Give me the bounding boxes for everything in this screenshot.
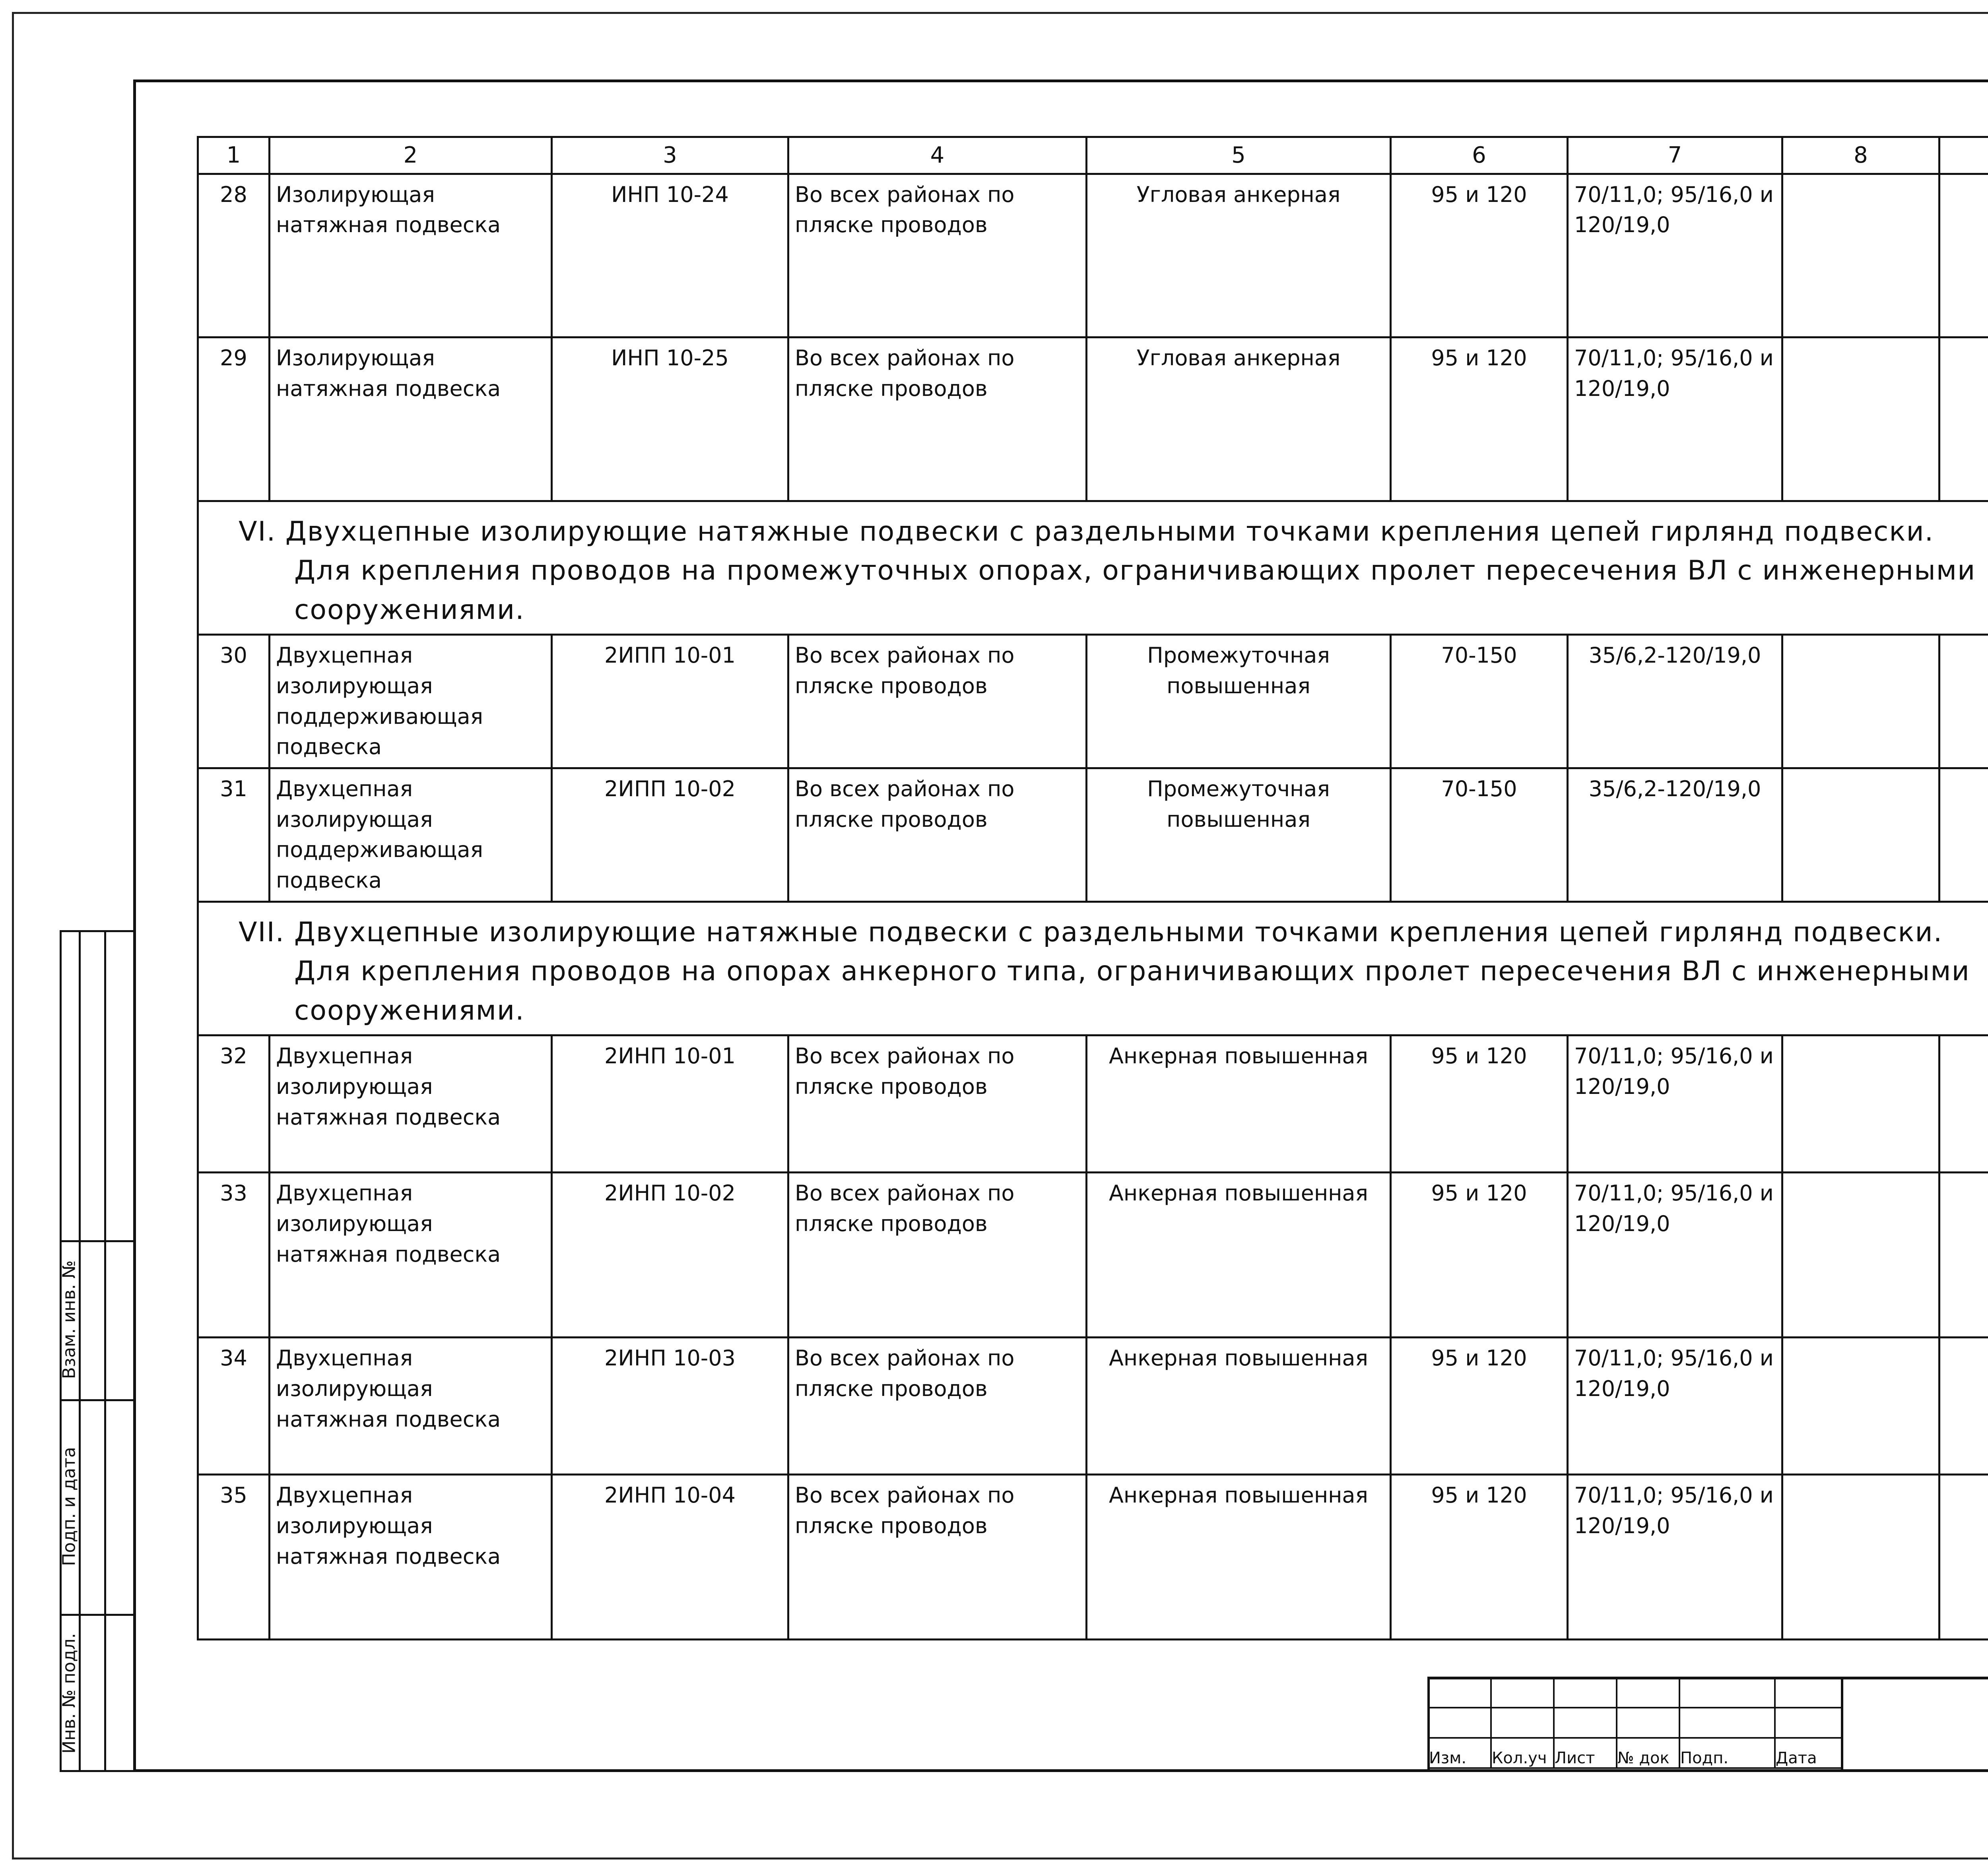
item-code: 2ИНП 10-01 — [552, 1035, 788, 1173]
column-header: 4 — [788, 137, 1087, 174]
section-6-line1: VI. Двухцепные изолирующие натяжные подвески с раздельными точками крепления цепей гирлянд подвески. — [239, 516, 1934, 547]
column-header: 7 — [1568, 137, 1782, 174]
item-support-type: Анкерная повышенная — [1087, 1475, 1391, 1640]
item-code: 2ИПП 10-01 — [552, 635, 788, 768]
item-support-type: Анкерная повышенная — [1087, 1338, 1391, 1475]
stamp-n-dok: № док — [1617, 1738, 1679, 1768]
item-region: Во всех районах по пляске проводов — [788, 768, 1087, 902]
item-support-type: Угловая анкерная — [1087, 337, 1391, 501]
item-support-type: Промежуточная повышенная — [1087, 768, 1391, 902]
item-support-type: Промежуточная повышенная — [1087, 635, 1391, 768]
column-header: 8 — [1782, 137, 1939, 174]
item-support-type: Анкерная повышенная — [1087, 1173, 1391, 1338]
item-col9 — [1939, 1035, 1988, 1173]
item-wire: 70/11,0; 95/16,0 и 120/19,0 — [1568, 1475, 1782, 1640]
stamp-list: Лист — [1554, 1738, 1617, 1768]
specification-table — [197, 136, 1988, 1640]
item-name: Двухцепная изолирующая натяжная подвеска — [270, 1338, 552, 1475]
table-row — [198, 174, 1988, 337]
item-region: Во всех районах по пляске проводов — [788, 635, 1087, 768]
item-col8 — [1782, 174, 1939, 337]
section-7-heading — [198, 902, 1988, 1035]
item-name: Двухцепная изолирующая натяжная подвеска — [270, 1035, 552, 1173]
dash-mark — [1946, 343, 1988, 374]
item-region: Во всех районах по пляске проводов — [788, 1475, 1087, 1640]
section-heading-row — [198, 501, 1988, 635]
item-code: 2ИПП 10-02 — [552, 768, 788, 902]
column-header: 6 — [1391, 137, 1568, 174]
side-row-line — [60, 930, 133, 932]
item-wire: 70/11,0; 95/16,0 и 120/19,0 — [1568, 337, 1782, 501]
item-col9 — [1939, 635, 1988, 768]
item-wire: 35/6,2-120/19,0 — [1568, 635, 1782, 768]
item-wire: 35/6,2-120/19,0 — [1568, 768, 1782, 902]
section-heading-row — [198, 902, 1988, 1035]
row-number: 32 — [198, 1035, 270, 1173]
item-code: 2ИНП 10-02 — [552, 1173, 788, 1338]
side-column-line — [104, 930, 106, 1772]
item-name: Двухцепная изолирующая натяжная подвеска — [270, 1475, 552, 1640]
item-col8 — [1782, 768, 1939, 902]
item-sections: 95 и 120 — [1391, 174, 1568, 337]
item-col9 — [1939, 1475, 1988, 1640]
item-col9 — [1939, 768, 1988, 902]
item-wire: 70/11,0; 95/16,0 и 120/19,0 — [1568, 1173, 1782, 1338]
stamp-data: Дата — [1775, 1738, 1842, 1768]
table-row — [198, 1173, 1988, 1338]
item-col8 — [1782, 1338, 1939, 1475]
revision-header-row — [1428, 1738, 1842, 1768]
item-code: 2ИНП 10-03 — [552, 1338, 788, 1475]
revision-row — [1428, 1677, 1842, 1708]
table-row — [198, 1035, 1988, 1173]
dash-mark — [1946, 180, 1988, 210]
item-sections: 95 и 120 — [1391, 1338, 1568, 1475]
item-region: Во всех районах по пляске проводов — [788, 1173, 1087, 1338]
column-header: 5 — [1087, 137, 1391, 174]
side-row-line — [60, 1399, 133, 1401]
table-row — [198, 1338, 1988, 1475]
row-number: 35 — [198, 1475, 270, 1640]
item-name: Изолирующая натяжная подвеска — [270, 174, 552, 337]
item-region: Во всех районах по пляске проводов — [788, 337, 1087, 501]
item-wire: 70/11,0; 95/16,0 и 120/19,0 — [1568, 1338, 1782, 1475]
row-number: 33 — [198, 1173, 270, 1338]
item-col9 — [1939, 1338, 1988, 1475]
row-number: 29 — [198, 337, 270, 501]
row-number: 34 — [198, 1338, 270, 1475]
item-code: ИНП 10-24 — [552, 174, 788, 337]
table-row — [198, 1475, 1988, 1640]
item-sections: 95 и 120 — [1391, 337, 1568, 501]
item-name: Двухцепная изолирующая поддерживающая подвеска — [270, 768, 552, 902]
item-sections: 70-150 — [1391, 768, 1568, 902]
item-col9 — [1939, 174, 1988, 337]
item-sections: 95 и 120 — [1391, 1475, 1568, 1640]
section-7-line2: Для крепления проводов на опорах анкерного типа, ограничивающих пролет пересечения ВЛ с инженерными сооружениями. — [294, 956, 1970, 1026]
item-name: Двухцепная изолирующая натяжная подвеска — [270, 1173, 552, 1338]
stamp-podp: Подп. — [1679, 1738, 1775, 1768]
item-region: Во всех районах по пляске проводов — [788, 1035, 1087, 1173]
side-row-line — [60, 1240, 133, 1242]
column-header: 1 — [198, 137, 270, 174]
item-sections: 95 и 120 — [1391, 1035, 1568, 1173]
item-region: Во всех районах по пляске проводов — [788, 1338, 1087, 1475]
revision-grid — [1427, 1677, 1842, 1769]
item-wire: 70/11,0; 95/16,0 и 120/19,0 — [1568, 1035, 1782, 1173]
drawing-sheet: Взам. инв. № Подп. и дата Инв. № подл. 1 2 3 4 5 6 7 8 28 Изолирующая натяжная подвеска ИНП 10-24 Во всех районах по пляске проводов Угловая анкерная 95 и 120 70/11,0; 95/16,0 и 120/19,0 29 Изолирующая натяжная подвеска ИНП 10-25 Во всех районах по пляске проводов Угловая анкерная 95 и 120 70/11,0; 95/16,0 и 120/19,0 VI. Двухцепные изолирующие натяжные подвески с раздельными точками крепления цепей гирлянд подвески. Для крепления проводов на промежуточных опорах, ограничивающих пролет пересечения ВЛ с инженерными сооружениями. 30 Двухцепная изолирующая поддерживающая подвеска 2ИПП 10-01 Во всех районах по пляске проводов Промежуточная повышенная 70-150 35/6,2-120/19,0 31 Двухцепная изолирующая поддерживающая подвеска 2ИПП 10-02 Во всех районах по пляске проводов Промежуточная повышенная 70-150 35/6,2-120/19,0 VII. Двухцепные изолирующие натяжные подвески с раздельными точками крепления цепей гирлянд подвески. Для крепления проводов на опорах анкерного типа, ограничивающих пролет пересечения ВЛ с инженерными сооружениями. 32 Двухцепная изолирующая натяжная подвеска 2ИНП 10-01 Во всех районах по пляске проводов Анкерная повышенная 95 и 120 70/11,0; 95/16,0 и 120/19,0 33 Двухцепная изолирующая натяжная подвеска 2ИНП 10-02 Во всех районах по пляске проводов Анкерная повышенная 95 и 120 70/11,0; 95/16,0 и 120/19,0 34 Двухцепная изолирующая натяжная подвеска 2ИНП 10-03 Во всех районах по пляске проводов Анкерная повышенная 95 и 120 70/11,0; 95/16,0 и 120/19,0 35 Двухцепная изолирующая натяжная подвеска 2ИНП 10-04 Во всех районах по пляске проводов Анкерная повышенная 95 и 120 70/11,0; 95/16,0 и 120/19,0 Изм. Кол.уч Лист № док Подп. Дата — [0, 0, 1988, 1873]
item-col8 — [1782, 1475, 1939, 1640]
item-wire: 70/11,0; 95/16,0 и 120/19,0 — [1568, 174, 1782, 337]
row-number: 28 — [198, 174, 270, 337]
column-header: 3 — [552, 137, 788, 174]
item-name: Двухцепная изолирующая поддерживающая подвеска — [270, 635, 552, 768]
item-col8 — [1782, 635, 1939, 768]
item-support-type: Угловая анкерная — [1087, 174, 1391, 337]
table-row — [198, 768, 1988, 902]
column-header: 2 — [270, 137, 552, 174]
item-sections: 95 и 120 — [1391, 1173, 1568, 1338]
section-6-heading — [198, 501, 1988, 635]
item-sections: 70-150 — [1391, 635, 1568, 768]
table-row — [198, 635, 1988, 768]
row-number: 30 — [198, 635, 270, 768]
item-support-type: Анкерная повышенная — [1087, 1035, 1391, 1173]
row-number: 31 — [198, 768, 270, 902]
section-7-line1: VII. Двухцепные изолирующие натяжные подвески с раздельными точками крепления цепей гирлянд подвески. — [239, 916, 1943, 948]
title-block-divider — [1841, 1677, 1843, 1772]
item-name: Изолирующая натяжная подвеска — [270, 337, 552, 501]
item-col9 — [1939, 337, 1988, 501]
item-col8 — [1782, 1173, 1939, 1338]
table-row — [198, 337, 1988, 501]
section-6-line2: Для крепления проводов на промежуточных опорах, ограничивающих пролет пересечения ВЛ с инженерными сооружениями. — [294, 555, 1976, 626]
table-header-row — [198, 137, 1988, 174]
item-code: ИНП 10-25 — [552, 337, 788, 501]
stamp-kol-uch: Кол.уч — [1491, 1738, 1554, 1768]
item-col8 — [1782, 337, 1939, 501]
item-col8 — [1782, 1035, 1939, 1173]
side-row-line — [60, 1614, 133, 1616]
revision-row — [1428, 1708, 1842, 1738]
stamp-izm: Изм. — [1428, 1738, 1491, 1768]
item-code: 2ИНП 10-04 — [552, 1475, 788, 1640]
item-region: Во всех районах по пляске проводов — [788, 174, 1087, 337]
item-col9 — [1939, 1173, 1988, 1338]
column-header — [1939, 137, 1988, 174]
